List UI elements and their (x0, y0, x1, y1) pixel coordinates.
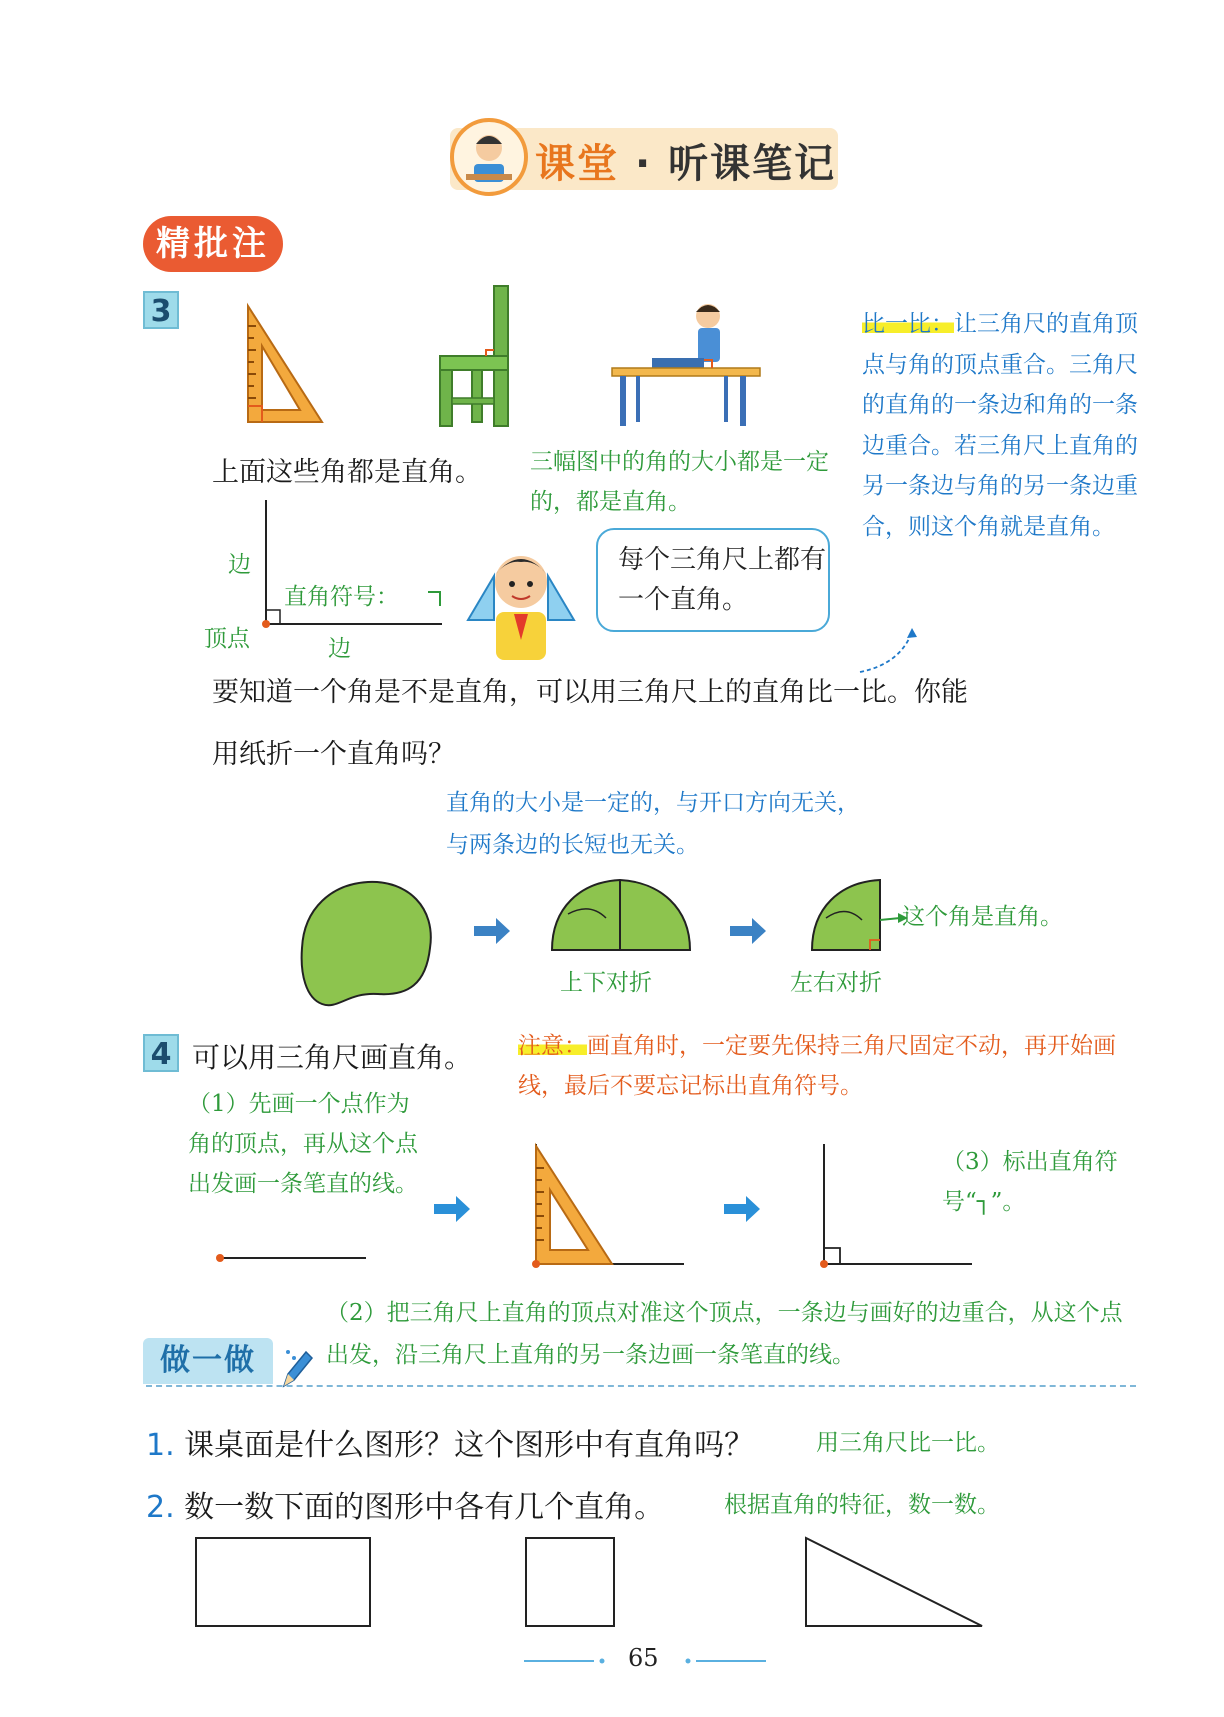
paper-circle-shape (298, 878, 438, 1012)
example3-statement: 上面这些角都是直角。 (212, 457, 482, 488)
example-number-3: 3 (143, 291, 179, 329)
header-title-part1: 课堂 (535, 141, 619, 187)
fold-result-note: 这个角是直角。 (902, 904, 1063, 930)
label-right-angle-symbol: 直角符号： (284, 584, 399, 610)
q1-text: 课桌面是什么图形？这个图形中有直角吗？ (184, 1428, 755, 1463)
note-attention-head: 注意： (518, 1033, 587, 1059)
section-divider (146, 1385, 1136, 1387)
note-right-angle-size: 直角的大小是一定的，与开口方向无关，与两条边的长短也无关。 (446, 790, 860, 858)
note-attention-body: 画直角时，一定要先保持三角尺固定不动，再开始画线，最后不要忘记标出直角符号。 (518, 1033, 1116, 1099)
note-attention (518, 1026, 1138, 1106)
arrow-right-icon-4 (724, 1196, 764, 1222)
student-avatar-icon (450, 118, 528, 196)
note-compare (862, 304, 1152, 547)
fold-label-updown: 上下对折 (560, 970, 652, 996)
practice-question-1 (146, 1420, 754, 1464)
label-side-bottom: 边 (328, 636, 351, 662)
step2-note: （2）把三角尺上直角的顶点对准这个顶点，一条边与画好的边重合，从这个点出发，沿三角尺上直角的另一条边画一条笔直的线。 (326, 1300, 1123, 1368)
speech-bubble-text: 每个三角尺上都有一个直角。 (618, 545, 827, 615)
arrow-right-icon-3 (434, 1196, 474, 1222)
step1-note: （1）先画一个点作为角的顶点，再从这个点出发画一条笔直的线。 (188, 1091, 418, 1197)
q2-text: 数一数下面的图形中各有几个直角。 (184, 1490, 665, 1525)
folded-quarter-shape (810, 878, 884, 952)
note-compare-body: 让三角尺的直角顶点与角的顶点重合。三角尺的直角的一条边和角的一条边重合。若三角尺上直角的另一条边与角的另一条边重合，则这个角就是直角。 (862, 311, 1138, 540)
chair-icon (432, 286, 518, 426)
arrow-right-icon (474, 918, 514, 944)
note-compare-head: 比一比： (862, 311, 954, 337)
step3-note: （3）标出直角符号“┐”。 (942, 1149, 1118, 1215)
folded-half-shape (550, 878, 692, 952)
practice-tag: 做一做 (143, 1338, 273, 1384)
label-vertex: 顶点 (204, 626, 250, 652)
rectangle-shape (194, 1536, 372, 1628)
page-number-left-decor (524, 1656, 604, 1666)
page-number: 65 (628, 1644, 659, 1672)
q1-number: 1. (146, 1428, 175, 1463)
boy-with-triangles-icon (466, 540, 576, 660)
boy-on-bench-icon (612, 302, 762, 426)
arrow-right-icon-2 (730, 918, 770, 944)
q2-number: 2. (146, 1490, 175, 1525)
annotation-tag: 精批注 (143, 216, 283, 272)
triangle-ruler-icon (244, 306, 324, 426)
q2-hint: 根据直角的特征，数一数。 (724, 1492, 1000, 1518)
example3-question-line2: 用纸折一个直角吗？ (212, 739, 455, 770)
q1-hint: 用三角尺比一比。 (816, 1430, 1000, 1456)
header-title-dot: · (634, 141, 653, 187)
draw-with-ruler-figure (532, 1140, 688, 1270)
note-same-size: 三幅图中的角的大小都是一定的，都是直角。 (530, 449, 829, 515)
right-triangle-shape (804, 1536, 984, 1628)
example-number-4: 4 (143, 1034, 179, 1072)
pencil-icon (278, 1346, 314, 1390)
header-title (535, 132, 836, 189)
fold-label-leftright: 左右对折 (790, 970, 882, 996)
page-number-right-decor (686, 1656, 766, 1666)
example3-question-line1: 要知道一个角是不是直角，可以用三角尺上的直角比一比。你能 (212, 677, 968, 708)
note-pointer-arrow (860, 628, 920, 674)
square-shape (524, 1536, 616, 1628)
practice-question-2 (146, 1482, 664, 1526)
header-title-part2: 听课笔记 (668, 141, 837, 187)
step1-line (216, 1252, 368, 1264)
example4-statement: 可以用三角尺画直角。 (192, 1041, 473, 1074)
label-side-top: 边 (228, 552, 251, 578)
